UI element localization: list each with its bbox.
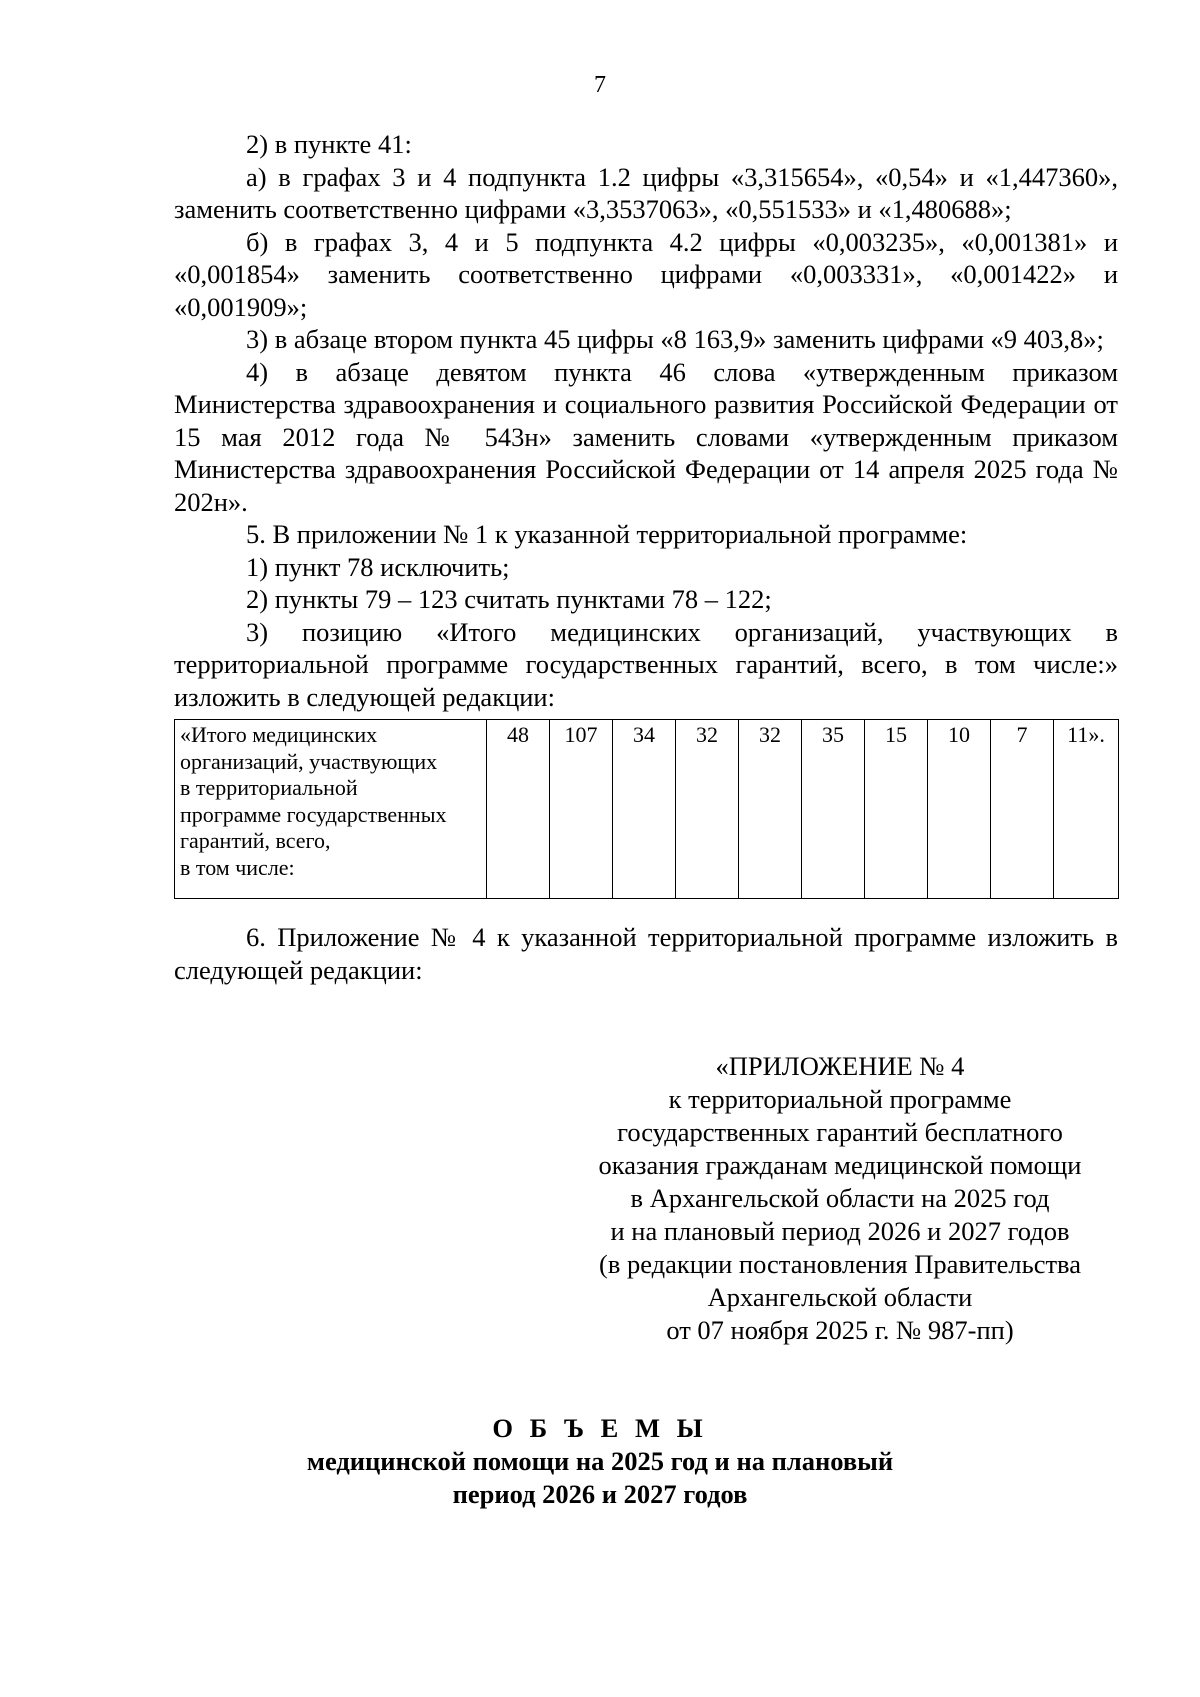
table-cell-value: 15 (865, 720, 928, 899)
table-cell-value: 35 (802, 720, 865, 899)
appendix-header (590, 1050, 1090, 1347)
table-cell-value: 32 (676, 720, 739, 899)
appendix-line: и на плановый период 2026 и 2027 годов (610, 1216, 1070, 1246)
table-cell-value: 32 (739, 720, 802, 899)
paragraph-point-3: 3) в абзаце втором пункта 45 цифры «8 163,9» заменить цифрами «9 403,8»; (246, 324, 1104, 354)
volumes-heading (0, 1412, 1200, 1511)
paragraph-sub-2: 2) пункты 79 – 123 считать пунктами 78 – 122; (246, 584, 772, 614)
appendix-line: государственных гарантий бесплатного (617, 1117, 1063, 1147)
table-cell-value: 11». (1054, 720, 1119, 899)
amendment-text (174, 128, 1118, 713)
appendix-line: к территориальной программе (668, 1084, 1012, 1114)
appendix-line: «ПРИЛОЖЕНИЕ № 4 (715, 1051, 965, 1081)
paragraph-sub-3: 3) позицию «Итого медицинских организаций, участвующих в территориальной программе государственных гарантий, всего, в том числе:» изложить в следующей редакции: (174, 616, 1118, 712)
section-subtitle-line: медицинской помощи на 2025 год и на плановый (306, 1446, 894, 1476)
appendix-line: оказания гражданам медицинской помощи (598, 1150, 1082, 1180)
paragraph-point-2: 2) в пункте 41: (246, 129, 412, 159)
section-subtitle-line: период 2026 и 2027 годов (452, 1479, 748, 1509)
table-cell-value: 10 (928, 720, 991, 899)
table-cell-value: 48 (487, 720, 550, 899)
section-title: О Б Ъ Е М Ы (492, 1413, 708, 1443)
page-number: 7 (594, 72, 606, 98)
table-cell-label: «Итого медицинских организаций, участвующих в территориальной программе государственных гарантий, всего, в том числе: (175, 720, 487, 899)
table-cell-value: 7 (991, 720, 1054, 899)
appendix-line: в Архангельской области на 2025 год (630, 1183, 1050, 1213)
paragraph-point-4: 4) в абзаце девятом пункта 46 слова «утвержденным приказом Министерства здравоохранения и социального развития Российской Федерации от 15 мая 2012 года № 543н» заменить словами «утвержденным приказом Министерства здравоохранения Российской Федерации от 14 апреля 2025 года № 202н». (174, 356, 1118, 517)
appendix-line: от 07 ноября 2025 г. № 987-пп) (666, 1315, 1014, 1345)
paragraph-subpoint-a: а) в графах 3 и 4 подпункта 1.2 цифры «3,315654», «0,54» и «1,447360», заменить соответственно цифрами «3,3537063», «0,551533» и «1,480688»; (174, 161, 1118, 224)
paragraph-item-5: 5. В приложении № 1 к указанной территориальной программе: (246, 519, 968, 549)
table-cell-value: 107 (550, 720, 613, 899)
paragraph-sub-1: 1) пункт 78 исключить; (246, 551, 510, 582)
paragraph-subpoint-b: б) в графах 3, 4 и 5 подпункта 4.2 цифры «0,003235», «0,001381» и «0,001854» заменить соответственно цифрами «0,003331», «0,001422» и «0,001909»; (174, 226, 1118, 322)
table-cell-value: 34 (613, 720, 676, 899)
appendix-line: Архангельской области (707, 1282, 973, 1312)
amendment-table (174, 719, 1119, 899)
appendix-line: (в редакции постановления Правительства (599, 1249, 1081, 1279)
table-row (175, 720, 1119, 899)
paragraph-item-6: 6. Приложение № 4 к указанной территориальной программе изложить в следующей редакции: (174, 922, 1118, 985)
